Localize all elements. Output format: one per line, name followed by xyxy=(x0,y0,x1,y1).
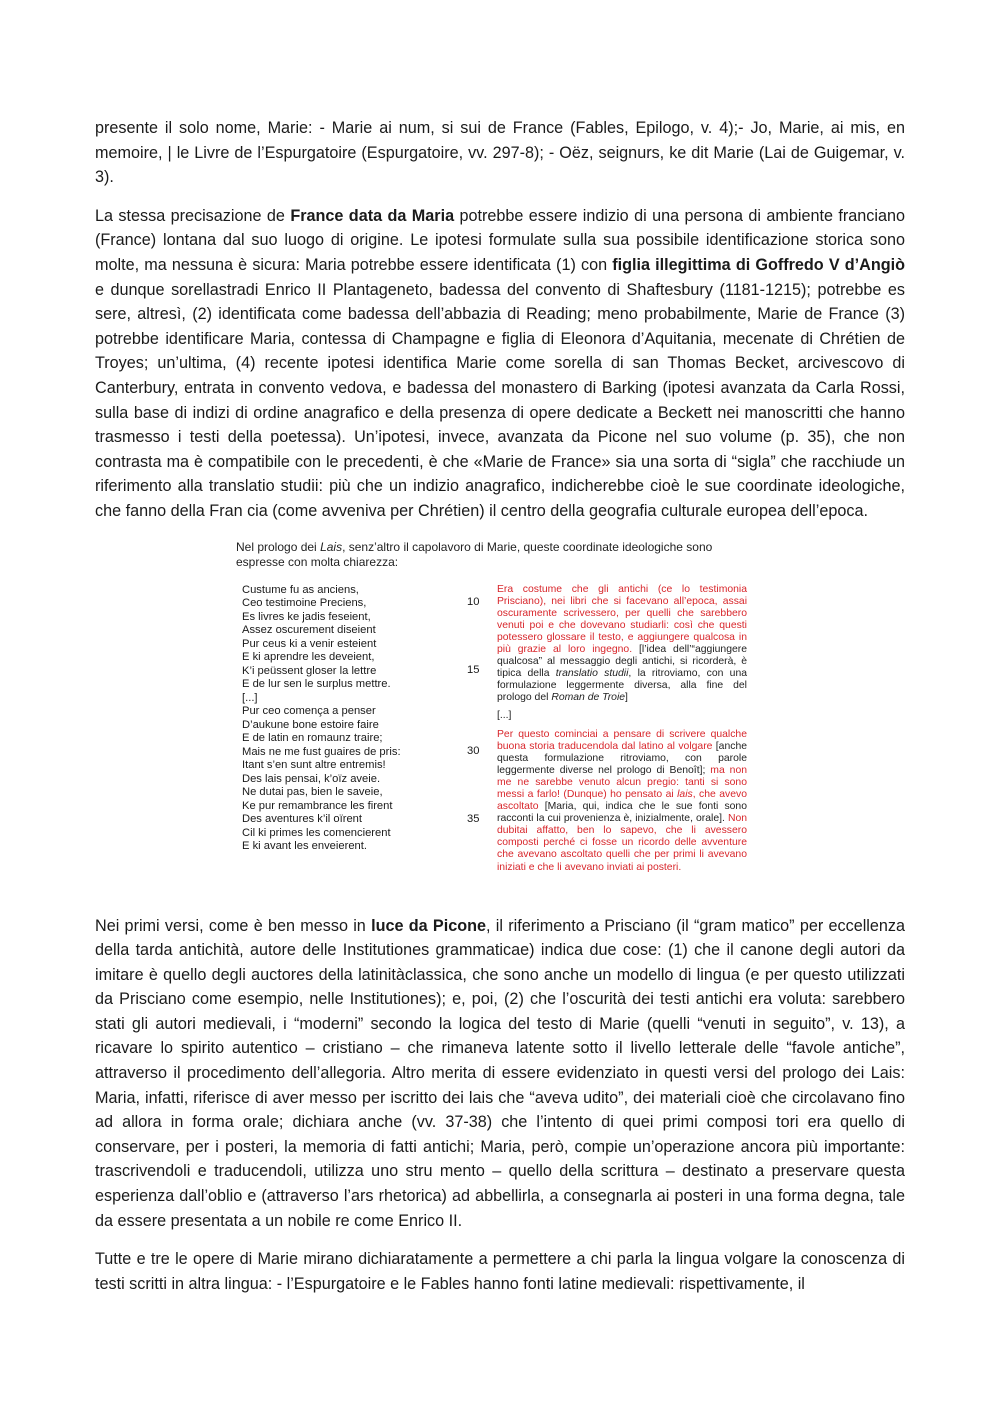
verse-line: Mais ne me fust guaires de pris: xyxy=(242,745,401,758)
verse-line: Des aventures k’il oïrent xyxy=(242,813,363,825)
verse-line: Cil ki primes les comencierent xyxy=(242,826,391,839)
paragraph-2-text-b: potrebbe essere indizio di una persona di ambiente franciano (France) lontana dal suo luogo di origine. Le ipotesi formulate sulla sua possibile identificazione storica sono molte, ma nessuna è sicura: Maria potrebbe essere identificata (1) con xyxy=(95,206,905,274)
verse-line: Es livres ke jadis feseient, xyxy=(242,610,371,623)
translation-2-red-a: Per questo cominciai a pensare di scrivere qualche buona storia traducendola dal latino al volgare xyxy=(497,728,747,752)
translation-block-1 xyxy=(497,584,747,705)
translation-2-red-d: Non dubitai affatto, ben lo sapevo, che li avessero composti perché ci fosse un ricordo delle avventure che avevano ascoltato quelli che per primi li avevano iniziati e che li avevano inviati ai posteri. xyxy=(497,813,748,873)
figure-intro-text-b: , senz’altro il capolavoro di Marie, queste coordinate ideologiche sono espresse con molta chiarezza: xyxy=(236,539,713,569)
translation-1-note-a: [l’idea dell’“aggiungere qualcosa” al messaggio degli antichi, si ricorderà, è tipica della xyxy=(497,643,747,680)
figure-intro-text-a: Nel prologo dei xyxy=(236,539,321,554)
verse-line: E ki avant les enveierent. xyxy=(242,840,367,852)
translation-1-italic-2: Roman de Troie xyxy=(551,692,626,704)
paragraph-3-text-a: Nei primi versi, come è ben messo in xyxy=(95,916,372,935)
translation-2-italic: lais xyxy=(677,789,693,800)
verse-line: E ki aprendre les deveient, xyxy=(242,651,375,663)
translation-2-note-a: [anche questa formulazione ritroviamo, con parole leggermente diverse nel prologo di Benoît]; xyxy=(497,740,747,776)
verse-line: E de lur sen le surplus mettre. xyxy=(242,678,391,690)
translation-1-note-b: , la ritroviamo, con una formulazione leggermente diversa, alla fine del prologo del xyxy=(497,668,748,704)
figure-intro-italic: Lais xyxy=(320,539,343,554)
line-number-15: 15 xyxy=(467,663,480,676)
document-page xyxy=(95,116,905,1296)
paragraph-3-bold: luce da Picone xyxy=(371,916,486,935)
paragraph-3-text-b: , il riferimento a Prisciano (il “gram matico” per eccellenza della tarda antichità, autore delle Institutiones grammaticae) indica due cose: (1) che il canone degli autori da imitare è quello degli auctores della latinitàclassica, che sono anche un modello di lingua (e per questo utilizzati da Prisciano come esempio, nelle Institutiones); e, poi, (2) che l’oscurità dei testi antichi era voluta: sarebbero stati gli autori medievali, i “moderni” secondo la logica del testo di Marie (quelli “venuti in seguito”, v. 13), a ricavare lo spirito autentico – cristiano – che rimaneva latente sotto il livello letterale delle “favole antiche”, attraverso il procedimento dell’allegoria. Altro merita di essere evidenziato in questi versi del prologo dei Lais: Maria, infatti, riferisce di aver messo per iscritto dei lais che “aveva udito”, dei materiali cioè che circolavano fino ad allora in forma orale; dichiara anche (vv. 37-38) che l’intento di quei primi composi tori era quello di conservare, per i posteri, la memoria di fatti antichi; Maria, però, compie un’operazione ancora più importante: trascrivendoli e traducendoli, utilizza uno stru mento – quello della scrittura – destinato a preservare questa esperienza dall’oblio e (attraverso l’ars rhetorica) ad abbellirla, a consegnarla ai posteri in una forma degna, tale da essere presentata a un nobile re come Enrico II. xyxy=(95,916,905,1230)
verse-line: Pur ceus ki a venir esteient xyxy=(242,637,377,650)
translation-2-note-b: [Maria, qui, indica che le sue fonti sono racconti la cui provenienza è, inizialmente, orale]. xyxy=(497,801,747,825)
paragraph-2-text-a: La stessa precisazione de xyxy=(95,206,291,225)
paragraph-2-bold-b: figlia illegittima di Goffredo V d’Angiò xyxy=(612,255,905,274)
verse-line: Ceo testimoine Preciens, xyxy=(242,597,367,609)
figure-intro xyxy=(236,540,750,570)
verse-line: [...] xyxy=(242,691,258,704)
verse-line: Itant s’en sunt altre entremis! xyxy=(242,759,386,771)
translation-ellipsis: [...] xyxy=(497,710,512,722)
paragraph-3 xyxy=(95,914,905,1234)
translation-1-italic: translatio studii xyxy=(555,668,629,680)
line-number-30: 30 xyxy=(467,744,480,757)
verse-line: K’i peüssent gloser la lettre xyxy=(242,664,377,677)
prologue-figure xyxy=(236,540,750,900)
verse-line: Des lais pensai, k’oïz aveie. xyxy=(242,772,381,785)
paragraph-2-text-c: e dunque sorellastradi Enrico II Plantageneto, badessa del convento di Shaftesbury (1181-1215); potrebbe es sere, altresì, (2) identificata come badessa dell’abbazia di Reading; meno probabilmente, Marie de France (3) potrebbe identificare Maria, contessa di Champagne e figlia di Eleonora d’Aquitania, mecenate di Chrétien de Troyes; un’ultima, (4) recente ipotesi identifica Marie come sorella di san Thomas Becket, arcivescovo di Canterbury, entrata in convento vedova, e badessa del monastero di Barking (ipotesi avanzata da Carla Rossi, sulla base di indizi di ordine anagrafico e della presenza di opere dedicate a Beckett nei manoscritti che hanno trasmesso i testi della poetessa). Un’ipotesi, invece, avanzata da Picone nel suo volume (p. 35), che non contrasta ma è compatibile con le precedenti, è che «Marie de France» sia una sorta di “sigla” che racchiude un riferimento alla translatio studii: più che un indizio anagrafico, indicherebbe cioè le sue coordinate ideologiche, che fanno della Fran cia (come avveniva per Chrétien) il centro della geografia culturale europea dell’epoca. xyxy=(95,280,905,520)
translation-1-note-c: ] xyxy=(625,692,628,704)
line-number-10: 10 xyxy=(467,595,480,608)
paragraph-1: presente il solo nome, Marie: - Marie ai num, si sui de France (Fables, Epilogo, v. 4);- Jo, Marie, ai mis, en memoire, | le Livre de l’Espurgatoire (Espurgatoire, vv. 297-8); - Oëz, seignurs, ke dit Marie (Lai de Guigemar, v. 3). xyxy=(95,119,905,187)
paragraph-4: Tutte e tre le opere di Marie mirano dichiaratamente a permettere a chi parla la lingua volgare la conoscenza di testi scritti in altra lingua: - l’Espurgatoire e le Fables hanno fonti latine medievali: rispettivamente, il xyxy=(95,1250,905,1293)
italian-translation xyxy=(497,584,747,880)
verse-line: Ne dutai pas, bien le saveie, xyxy=(242,786,383,798)
paragraph-2-bold-a: France data da Maria xyxy=(290,206,455,225)
verse-line: E de latin en romaunz traire; xyxy=(242,732,383,744)
verse-line: Assez oscurement diseient xyxy=(242,624,376,636)
line-number-35: 35 xyxy=(467,812,480,825)
verse-line: Ke pur remambrance les firent xyxy=(242,799,393,812)
translation-1-red: Era costume che gli antichi (ce lo testimonia Prisciano), nei libri che si facevano all’epoca, assai oscuramente scrivessero, per quelli che sarebbero venuti poi e che dovevano studiarli: così che questi potessero glossare il testo, e aggiungere qualcosa in più grazie al loro ingegno. xyxy=(497,583,747,655)
verse-line: D’aukune bone estoire faire xyxy=(242,718,379,731)
old-french-verses xyxy=(242,584,452,854)
translation-2-red-b: ma non me ne sarebbe venuto alcun pregio: tanti si sono messi a farlo! (Dunque) ho pensato ai xyxy=(497,764,747,800)
translation-block-2 xyxy=(497,729,747,874)
verse-line: Pur ceo comença a penser xyxy=(242,705,376,717)
verse-line: Custume fu as anciens, xyxy=(242,583,359,596)
paragraph-2 xyxy=(95,204,905,524)
translation-2-red-c: , che avevo ascoltato xyxy=(497,789,747,813)
